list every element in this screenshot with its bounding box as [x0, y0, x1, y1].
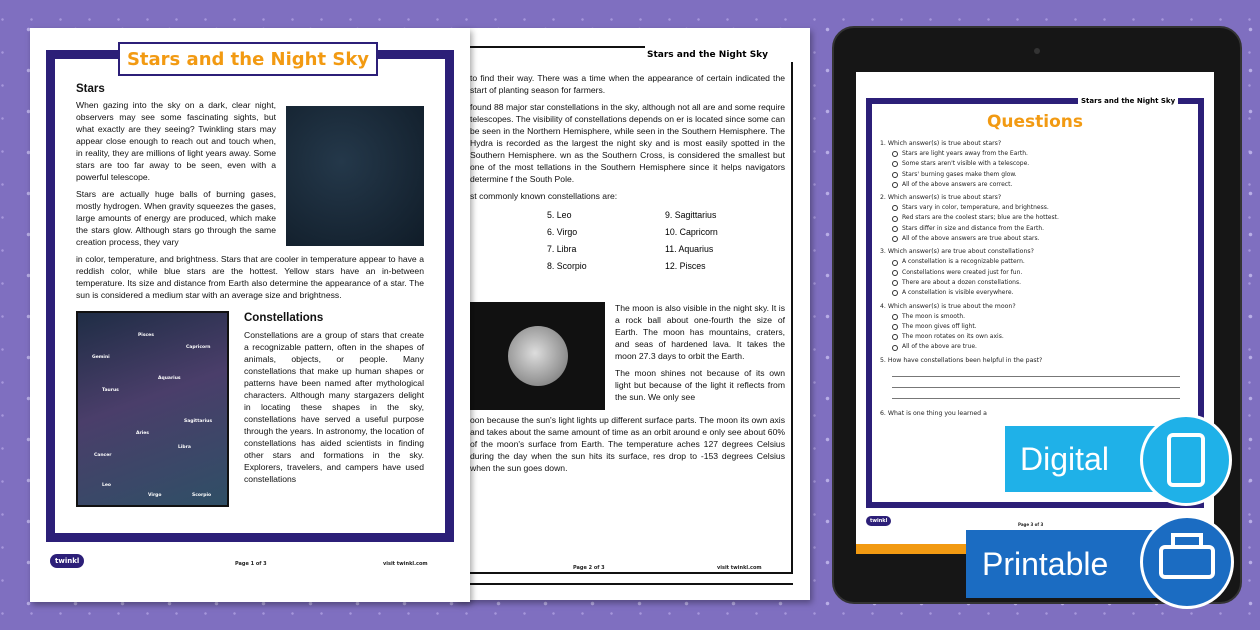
night-sky-image: [286, 106, 424, 246]
answer-text: The moon is smooth.: [902, 312, 966, 320]
page2-paragraph-3: st commonly known constellations are:: [470, 191, 618, 201]
list-item: 8. Scorpio: [547, 261, 587, 271]
tablet-header-title: Stars and the Night Sky: [1078, 97, 1178, 105]
radio-button[interactable]: [892, 205, 898, 211]
radio-button[interactable]: [892, 314, 898, 320]
questions-heading: Questions: [986, 112, 1084, 132]
tablet-touch-icon: [1140, 414, 1232, 506]
answer-option[interactable]: [892, 170, 1180, 180]
answer-text: A constellation is a recognizable pattern.: [902, 258, 1025, 266]
answer-text: Stars vary in color, temperature, and brightness.: [902, 204, 1049, 212]
tablet-page-number: Page 3 of 3: [1018, 522, 1044, 527]
page2-header-rule: [470, 46, 645, 48]
printer-icon: [1140, 515, 1234, 609]
list-item: 9. Sagittarius: [665, 210, 717, 220]
answer-option[interactable]: [892, 322, 1180, 332]
page1-title: Stars and the Night Sky: [126, 48, 370, 70]
page2-page-number: Page 2 of 3: [573, 565, 605, 571]
answer-option[interactable]: [892, 268, 1180, 278]
radio-button[interactable]: [892, 161, 898, 167]
answer-option[interactable]: [892, 332, 1180, 342]
stars-paragraph-1: When gazing into the sky on a dark, clear night, observers may see some fascinating sights, but what exactly are they seeing? Twinkling stars may appear close enough to reach out and touch when, in reality, they are millions of light years away. Some stars are too far away to be seen, even with a powerful telescope.: [76, 100, 276, 182]
constellation-list: [547, 210, 785, 272]
twinkl-logo: twinkl: [866, 516, 891, 526]
page1-page-number: Page 1 of 3: [235, 561, 267, 567]
answer-text: The moon rotates on its own axis.: [902, 333, 1004, 341]
map-label: Aries: [136, 431, 149, 436]
radio-button[interactable]: [892, 172, 898, 178]
map-label: Sagittarius: [184, 419, 213, 424]
question-6: 6. What is one thing you learned a: [880, 409, 987, 417]
list-item: 10. Capricorn: [665, 227, 718, 237]
list-item: 5. Leo: [547, 210, 572, 220]
radio-button[interactable]: [892, 182, 898, 188]
page2-paragraph-2: found 88 major star constellations in the sky, although not all are and some require telescopes. The visibility of constellations depends on er is located since some can be seen in the Northern Hemisphere, while seen in the Southern Hemisphere. The Hydra is recorded as the largest the night sky and is most easily spotted in the Southern Hemisphere. wn as the Southern Cross, is considered the smallest but one of the most tellations in the Southern Hemisphere since it helps navigators determine f the South Pole.: [470, 102, 785, 184]
answer-text: All of the above answers are correct.: [902, 180, 1013, 188]
answer-line[interactable]: [892, 366, 1180, 377]
question-4: 4. Which answer(s) is true about the moon?: [880, 302, 1016, 310]
radio-button[interactable]: [892, 280, 898, 286]
radio-button[interactable]: [892, 236, 898, 242]
map-label: Virgo: [148, 493, 162, 498]
constellation-map-image: [76, 311, 229, 507]
moon-image: [470, 302, 605, 410]
answer-option[interactable]: [892, 224, 1180, 234]
list-item: 7. Libra: [547, 244, 577, 254]
list-item: 11. Aquarius: [665, 244, 714, 254]
map-label: Aquarius: [158, 376, 181, 381]
answer-text: All of the above answers are true about stars.: [902, 235, 1040, 243]
list-item: 6. Virgo: [547, 227, 578, 237]
questions-list: [880, 136, 1180, 419]
page1-site: visit twinkl.com: [383, 561, 428, 567]
answer-option[interactable]: [892, 288, 1180, 298]
radio-button[interactable]: [892, 324, 898, 330]
page2-footer-rule: [455, 583, 793, 585]
answer-option[interactable]: [892, 180, 1180, 190]
stars-paragraph-2b: in color, temperature, and brightness. Stars that are cooler in temperature appear to have a reddish color, while blue stars are the hottest. Yellow stars have an in-between temperature. Its size and distance from Earth also determine the appearance of a star. The sun is considered a medium star with an average size and brightness.: [76, 254, 424, 300]
answer-text: All of the above are true.: [902, 343, 977, 351]
page2-paragraph-1: to find their way. There was a time when the appearance of certain indicated the start of planting season for farmers.: [470, 73, 785, 95]
radio-button[interactable]: [892, 290, 898, 296]
page-2: [455, 28, 810, 600]
answer-text: Stars' burning gases make them glow.: [902, 170, 1017, 178]
page2-site: visit twinkl.com: [717, 565, 762, 571]
page-1: [30, 28, 470, 602]
printable-label: Printable: [982, 545, 1109, 582]
stars-heading: Stars: [76, 83, 105, 95]
answer-text: Stars are light years away from the Earth.: [902, 150, 1028, 157]
moon-paragraph-2a: The moon shines not because of its own light but because of the light it reflects from the sun. We only see: [615, 368, 785, 402]
answer-text: A constellation is visible everywhere.: [902, 289, 1014, 297]
answer-line[interactable]: [892, 388, 1180, 399]
printable-badge: [966, 530, 1166, 598]
radio-button[interactable]: [892, 334, 898, 340]
radio-button[interactable]: [892, 216, 898, 222]
map-label: Taurus: [102, 388, 119, 393]
page2-header-title: Stars and the Night Sky: [647, 50, 769, 60]
answer-text: Some stars aren't visible with a telescope.: [902, 160, 1030, 168]
question-5: 5. How have constellations been helpful in the past?: [880, 356, 1043, 364]
question-2: 2. Which answer(s) is true about stars?: [880, 194, 1002, 202]
answer-option[interactable]: [892, 257, 1180, 267]
answer-option[interactable]: [892, 234, 1180, 244]
answer-text: There are about a dozen constellations.: [902, 278, 1022, 286]
question-1: 1. Which answer(s) is true about stars?: [880, 140, 1002, 147]
radio-button[interactable]: [892, 151, 898, 157]
stars-paragraph-2a: Stars are actually huge balls of burning gases, mostly hydrogen. When gravity squeezes the gases, large amounts of energy are produced, which make the stars glow. Although stars go through the same creation process, they vary: [76, 189, 276, 247]
question-3: 3. Which answer(s) are true about constellations?: [880, 248, 1034, 256]
radio-button[interactable]: [892, 270, 898, 276]
twinkl-logo: twinkl: [50, 554, 84, 568]
answer-option[interactable]: [892, 203, 1180, 213]
map-label: Pisces: [138, 333, 154, 338]
answer-option[interactable]: [892, 213, 1180, 223]
tablet-camera: [1034, 48, 1040, 54]
map-label: Libra: [178, 445, 191, 450]
radio-button[interactable]: [892, 226, 898, 232]
answer-text: Stars differ in size and distance from the Earth.: [902, 224, 1045, 232]
page1-content: [76, 82, 424, 507]
moon-section: [470, 302, 785, 474]
map-label: Scorpio: [192, 493, 212, 498]
digital-label: Digital: [1020, 440, 1109, 477]
page2-content: [470, 72, 785, 474]
radio-button[interactable]: [892, 260, 898, 266]
page1-title-box: [118, 42, 378, 76]
answer-text: Constellations were created just for fun.: [902, 268, 1023, 276]
constellations-heading: Constellations: [244, 312, 324, 324]
answer-option[interactable]: [892, 312, 1180, 322]
radio-button[interactable]: [892, 345, 898, 351]
map-label: Capricorn: [186, 345, 211, 350]
moon-paragraph-2b: oon because the sun's light lights up different surface parts. The moon its own axis and takes about the same amount of time as an orbit around e only see about 60% of the moon's surface from Earth. The temperature aches 127 degrees Celsius during the day when the sun hits its surface, res drop to -153 degrees Celsius when the sun goes down.: [470, 415, 785, 473]
answer-text: Red stars are the coolest stars; blue are the hottest.: [902, 214, 1059, 222]
moon-paragraph-1: The moon is also visible in the night sky. It is a rock ball about one-fourth the size of Earth. The moon has mountains, craters, and seas of hardened lava. It takes the moon 27.3 days to orbit the Earth.: [615, 303, 785, 361]
map-label: Gemini: [92, 355, 110, 360]
constellations-paragraph: Constellations are a group of stars that create a recognizable pattern, often in the shapes of animals, objects, or people. Many constellations that make up human shapes or patterns have been named after mythological characters. Although many stargazers delight in locating these shapes in the sky, constellations have served a useful purpose through the years. In astronomy, the location of constellations has aided scientists in finding other stars and formations in the sky. Explorers, travelers, and campers have used constellations: [244, 330, 424, 484]
answer-option[interactable]: [892, 159, 1180, 169]
constellations-section: [76, 311, 424, 498]
answer-line[interactable]: [892, 377, 1180, 388]
answer-option[interactable]: [892, 149, 1180, 159]
map-label: Leo: [102, 483, 112, 488]
answer-option[interactable]: [892, 278, 1180, 288]
map-label: Cancer: [94, 453, 112, 458]
answer-text: The moon gives off light.: [902, 322, 977, 330]
list-item: 12. Pisces: [665, 261, 706, 271]
answer-option[interactable]: [892, 342, 1180, 352]
